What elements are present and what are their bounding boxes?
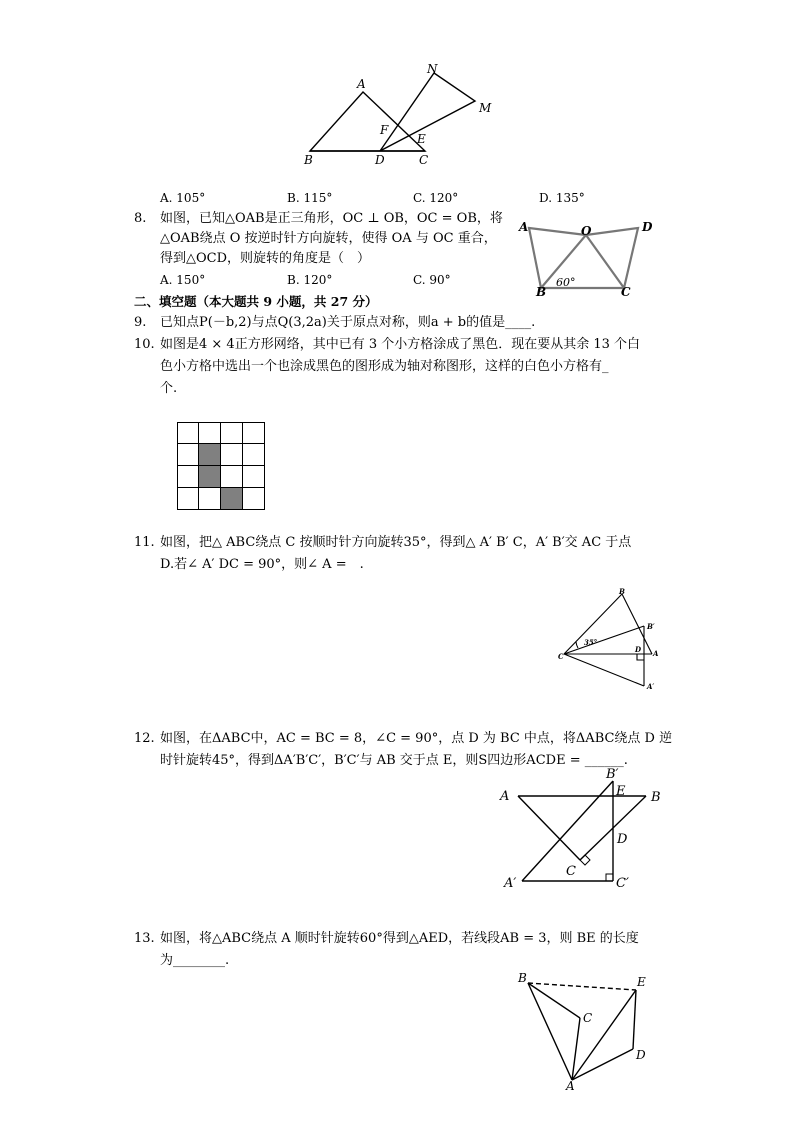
q12-label-b: B xyxy=(651,790,661,805)
q12-label-a-prime: A′ xyxy=(504,876,517,891)
grid-cell-shaded xyxy=(199,444,221,466)
q8-option-b[interactable]: B. 120° xyxy=(287,273,333,287)
q10-line3: 个. xyxy=(160,381,178,396)
q10-line2: 色小方格中选出一个也涂成黑色的图形成为轴对称图形，这样的白色小方格有_ xyxy=(160,359,609,374)
q9-number: 9. xyxy=(134,315,147,330)
q11-line1: 如图，把△ ABC绕点 C 按顺时针方向旋转35°，得到△ A′ B′ C，A′ B′交 AC 于点 xyxy=(160,535,632,550)
grid-cell xyxy=(243,466,265,488)
grid-cell xyxy=(243,422,265,444)
q7-label-b: B xyxy=(304,153,313,167)
q11-figure xyxy=(556,586,666,694)
q11-label-d: D xyxy=(635,645,642,654)
q13-label-d: D xyxy=(636,1048,646,1062)
q13-line2: 为________. xyxy=(160,953,230,968)
q8-line3: 得到△OCD，则旋转的角度是（ ） xyxy=(160,251,371,266)
q12-figure xyxy=(496,764,676,896)
q8-label-a: A xyxy=(519,220,529,234)
q12-label-c-prime: C′ xyxy=(616,876,629,891)
q10-line1: 如图是4 × 4正方形网络，其中已有 3 个小方格涂成了黑色．现在要从其余 13 个白 xyxy=(160,337,641,352)
grid-cell xyxy=(221,422,243,444)
q8-option-c[interactable]: C. 90° xyxy=(413,273,451,287)
q13-label-b: B xyxy=(518,971,527,985)
q13-label-e: E xyxy=(637,975,646,989)
q13-line1: 如图，将△ABC绕点 A 顺时针旋转60°得到△AED，若线段AB = 3，则 BE 的长度 xyxy=(160,931,639,946)
q7-label-d: D xyxy=(375,153,385,167)
q8-line2: △OAB绕点 O 按逆时针方向旋转，使得 OA 与 OC 重合， xyxy=(160,231,497,246)
q7-label-n: N xyxy=(427,62,438,76)
grid-cell xyxy=(177,488,199,510)
grid-cell-shaded xyxy=(221,488,243,510)
q11-label-b: B xyxy=(619,587,625,596)
q8-option-a[interactable]: A. 150° xyxy=(160,273,206,287)
q11-label-b-prime: B′ xyxy=(647,622,655,631)
grid-cell xyxy=(243,488,265,510)
q9-text: 已知点P(－b,2)与点Q(3,2a)关于原点对称，则a + b的值是____. xyxy=(160,315,536,330)
q12-label-c: C xyxy=(566,864,576,879)
q7-label-e: E xyxy=(417,132,426,146)
q7-label-c: C xyxy=(419,153,429,167)
q13-number: 13. xyxy=(134,931,155,946)
q11-label-c: C xyxy=(558,652,564,661)
q11-number: 11. xyxy=(134,535,155,550)
q13-label-a: A xyxy=(566,1079,575,1093)
q8-label-angle: 60° xyxy=(556,276,576,289)
q11-label-angle: 35° xyxy=(584,638,598,647)
q12-label-a: A xyxy=(500,789,510,804)
q8-label-d: D xyxy=(642,220,653,234)
q10-grid xyxy=(177,422,265,510)
grid-cell-shaded xyxy=(199,466,221,488)
grid-cell xyxy=(177,466,199,488)
q7-label-m: M xyxy=(479,101,492,115)
q8-line1: 如图，已知△OAB是正三角形，OC ⊥ OB，OC = OB，将 xyxy=(160,211,503,226)
q7-option-b[interactable]: B. 115° xyxy=(287,191,333,205)
q12-line2: 时针旋转45°，得到ΔA′B′C′，B′C′与 AB 交于点 E，则S四边形ACDE = ______. xyxy=(160,753,628,768)
section-2-title: 二、填空题（本大题共 9 小题，共 27 分） xyxy=(134,294,378,309)
q12-number: 12. xyxy=(134,731,155,746)
q7-option-c[interactable]: C. 120° xyxy=(413,191,459,205)
q7-option-a[interactable]: A. 105° xyxy=(160,191,206,205)
grid-cell xyxy=(199,422,221,444)
grid-cell xyxy=(177,422,199,444)
q7-figure xyxy=(300,58,500,170)
q10-number: 10. xyxy=(134,337,155,352)
q12-label-d: D xyxy=(617,832,628,847)
q11-label-a: A xyxy=(653,649,659,658)
q7-label-f: F xyxy=(380,123,389,137)
grid-cell xyxy=(243,444,265,466)
q13-label-c: C xyxy=(583,1011,593,1025)
q7-label-a: A xyxy=(357,77,366,91)
q12-label-b-prime: B′ xyxy=(606,767,619,782)
grid-cell xyxy=(177,444,199,466)
q8-number: 8. xyxy=(134,211,147,226)
q11-label-a-prime: A′ xyxy=(647,682,655,691)
q8-label-b: B xyxy=(536,285,547,299)
q8-figure xyxy=(516,210,666,300)
grid-cell xyxy=(199,488,221,510)
q13-figure xyxy=(510,966,660,1094)
q12-label-e: E xyxy=(616,784,626,799)
q11-line2: D.若∠ A′ DC = 90°，则∠ A = . xyxy=(160,557,364,572)
q12-line1: 如图，在ΔABC中，AC = BC = 8，∠C = 90°，点 D 为 BC 中点，将ΔABC绕点 D 逆 xyxy=(160,731,673,746)
q8-label-o: O xyxy=(581,224,592,238)
q7-option-d[interactable]: D. 135° xyxy=(539,191,585,205)
q8-label-c: C xyxy=(621,285,631,299)
grid-cell xyxy=(221,444,243,466)
grid-cell xyxy=(221,466,243,488)
